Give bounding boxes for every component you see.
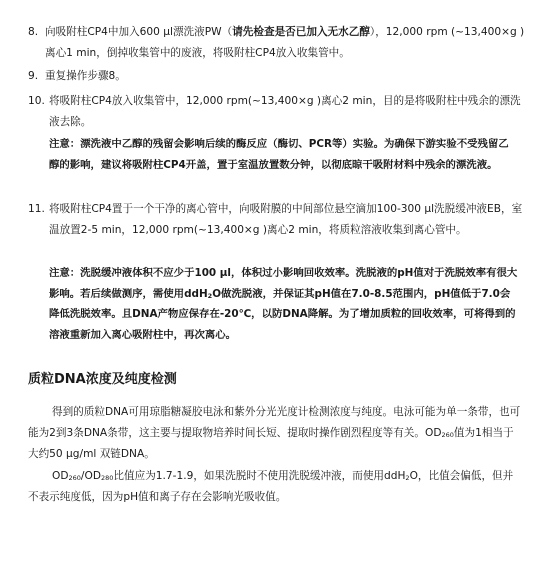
step-text: 将吸附柱CP4放入收集管中，12,000 rpm(~13,400×g )离心2 min，目的是将吸附柱中残余的漂洗液去除。 xyxy=(49,95,521,128)
paragraph-1: 得到的质粒DNA可用琼脂糖凝胶电泳和紫外分光光度计检测浓度与纯度。电泳可能为单一条带，也可能为2到3条DNA条带，这主要与提取物培养时间长短、提取时操作剧烈程度等有关。$OD_{260}$值为1相当于大约50 μg/ml 双链DNA。 xyxy=(28,406,521,460)
step-text: 向吸附柱CP4中加入600 μl漂洗液PW（请先检查是否已加入无水乙醇），12,000 rpm (~13,400×g )离心1 min，倒掉收集管中的废液，将吸附柱CP4放入收集管中。 xyxy=(45,26,525,59)
step-number: 8. xyxy=(28,26,39,38)
step-number: 11. xyxy=(28,203,45,215)
step-text: 将吸附柱CP4置于一个干净的离心管中，向吸附膜的中间部位悬空滴加100-300 μl洗脱缓冲液EB，室温放置2-5 min，12,000 rpm(~13,400×g )离心2 min，将质粒溶液收集到离心管中。 xyxy=(49,203,523,236)
step-number: 10. xyxy=(28,95,45,107)
step-11 xyxy=(28,199,528,240)
step-8 xyxy=(28,22,528,63)
step-text: 重复操作步骤8。 xyxy=(45,70,126,82)
step-number: 9. xyxy=(28,70,39,82)
step-9 xyxy=(28,66,528,87)
paragraph-2: $OD_{260}/OD_{280}$比值应为1.7-1.9，如果洗脱时不使用洗脱缓冲液，而使用ddH$_2$O，比值会偏低，但并不表示纯度低，因为pH值和离子存在会影响光吸收值。 xyxy=(28,470,514,503)
step-10 xyxy=(28,91,528,132)
step-10-note: 注意：漂洗液中乙醇的残留会影响后续的酶反应（酶切、PCR等）实验。为确保下游实验不受残留乙醇的影响，建议将吸附柱CP4开盖，置于室温放置数分钟，以彻底晾干吸附材料中残余的漂洗液。 xyxy=(49,138,509,171)
bold-warning: 请先检查是否已加入无水乙醇 xyxy=(232,26,370,38)
section-title: 质粒DNA浓度及纯度检测 xyxy=(28,372,177,387)
step-11-note: 注意：洗脱缓冲液体积不应少于100 μl，体积过小影响回收效率。洗脱液的pH值对于洗脱效率有很大影响。若后续做测序，需使用ddH$_2$O做洗脱液，并保证其pH值在7.0-8.5范围内，pH值低于7.0会降低洗脱效率。且DNA产物应保存在-20℃，以防DNA降解。为了增加质粒的回收效率，可将得到的溶液重新加入离心吸附柱中，再次离心。 xyxy=(49,267,518,341)
